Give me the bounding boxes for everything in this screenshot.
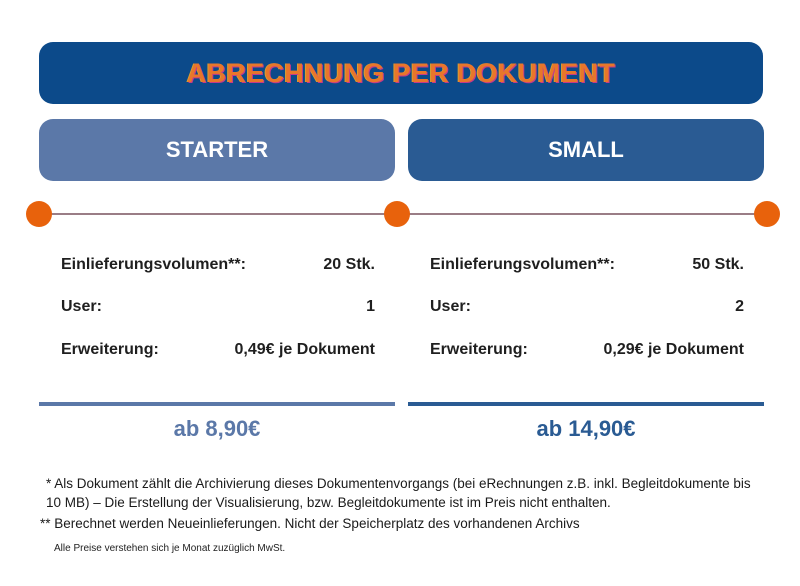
- small-row-user: [430, 296, 744, 318]
- small-price-divider: [408, 402, 764, 406]
- starter-row-volume: [61, 254, 375, 276]
- footnote-document-definition: * Als Dokument zählt die Archivierung dieses Dokumentenvorgangs (bei eRechnungen z.B. inkl. Begleitdokumente bis 10 MB) – Die Erstellung der Visualisierung, bzw. Begleitdokumente ist im Preis nicht enthalten.: [46, 476, 751, 510]
- starter-volume-label: Einlieferungsvolumen**:: [61, 256, 246, 273]
- footnote-volume-definition: ** Berechnet werden Neueinlieferungen. Nicht der Speicherplatz des vorhandenen Archivs: [40, 516, 580, 531]
- plan-header-starter[interactable]: [39, 119, 395, 181]
- page-banner: [39, 42, 763, 104]
- small-row-volume: [430, 254, 744, 276]
- small-user-value: 2: [735, 298, 744, 315]
- starter-user-label: User:: [61, 298, 102, 315]
- starter-row-extension: [61, 339, 375, 361]
- starter-user-value: 1: [366, 298, 375, 315]
- small-extension-label: Erweiterung:: [430, 341, 528, 358]
- starter-price: ab 8,90€: [173, 416, 261, 441]
- starter-extension-value: 0,49€ je Dokument: [234, 341, 375, 358]
- small-extension-value: 0,29€ je Dokument: [603, 341, 744, 358]
- plan-name-small: SMALL: [548, 137, 624, 162]
- small-row-extension: [430, 339, 744, 361]
- starter-volume-value: 20 Stk.: [323, 256, 375, 273]
- timeline-dot-middle: [384, 201, 410, 227]
- page-title: ABRECHNUNG PER DOKUMENT: [186, 57, 616, 88]
- small-volume-value: 50 Stk.: [692, 256, 744, 273]
- small-volume-label: Einlieferungsvolumen**:: [430, 256, 615, 273]
- small-user-label: User:: [430, 298, 471, 315]
- starter-row-user: [61, 296, 375, 318]
- plan-header-small[interactable]: [408, 119, 764, 181]
- timeline-dot-right: [754, 201, 780, 227]
- small-price: ab 14,90€: [536, 416, 636, 441]
- starter-price-divider: [39, 402, 395, 406]
- footnote-tax: Alle Preise verstehen sich je Monat zuzüglich MwSt.: [54, 543, 286, 554]
- timeline-dot-left: [26, 201, 52, 227]
- starter-extension-label: Erweiterung:: [61, 341, 159, 358]
- plan-name-starter: STARTER: [165, 137, 269, 162]
